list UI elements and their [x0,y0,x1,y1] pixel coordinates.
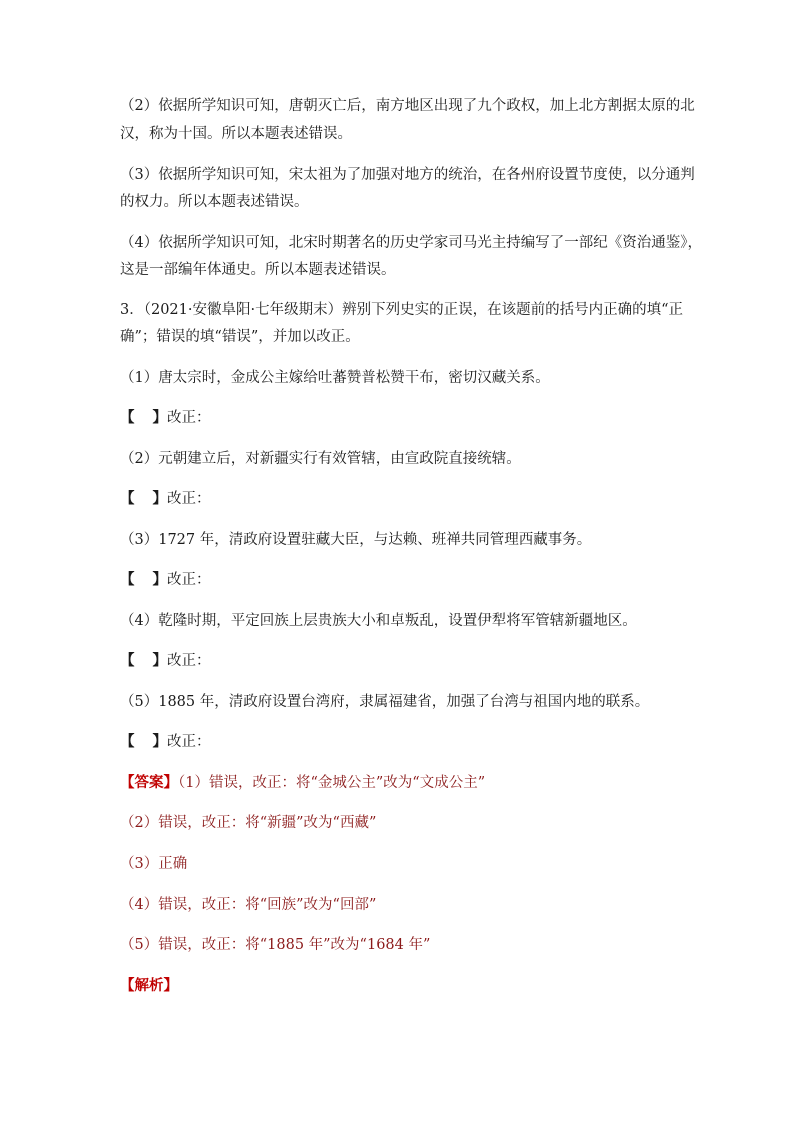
question-3-line-2: 确”；错误的填“错误”，并加以改正。 [120,329,360,345]
item-3-bracket-close: 】 [152,571,167,588]
explanation-3-line-1: （3）依据所学知识可知，宋太祖为了加强对地方的统治，在各州府设置节度使，以分通判 [120,167,695,183]
answer-line-4: （4）错误，改正：将“回族”改为“回部” [120,897,377,913]
item-2-bracket-open: 【 [120,490,135,507]
answer-line-2: （2）错误，改正：将“新疆”改为“西藏” [120,815,377,831]
item-4-bracket-close: 】 [152,652,167,669]
answer-line-3: （3）正确 [120,856,188,872]
item-4-correction-label: 改正： [167,653,211,669]
item-1-correction-label: 改正： [167,410,211,426]
item-3-bracket-open: 【 [120,571,135,588]
item-1-correction [120,408,690,428]
answer-line-1 [120,773,690,793]
item-5-correction-label: 改正： [167,734,211,750]
item-2-bracket-close: 】 [152,490,167,507]
item-5-text: （5）1885 年，清政府设置台湾府，隶属福建省，加强了台湾与祖国内地的联系。 [120,694,650,710]
explanation-4-line-1: （4）依据所学知识可知，北宋时期著名的历史学家司马光主持编写了一部纪《资治通鉴》， [120,235,702,251]
item-4-text: （4）乾隆时期，平定回族上层贵族大小和卓叛乱，设置伊犁将军管辖新疆地区。 [120,613,637,629]
question-3-line-1: 3．（2021·安徽阜阳·七年级期末）辨别下列史实的正误，在该题前的括号内正确的填“正 [120,302,684,318]
item-2-text: （2）元朝建立后，对新疆实行有效管辖，由宣政院直接统辖。 [120,451,521,467]
analysis-line [120,976,690,996]
item-1-bracket-open: 【 [120,409,135,426]
item-3-text: （3）1727 年，清政府设置驻藏大臣，与达赖、班禅共同管理西藏事务。 [120,532,592,548]
explanation-3-line-2: 的权力。所以本题表述错误。 [120,194,309,210]
analysis-label: 【解析】 [120,977,178,994]
answer-line-5: （5）错误，改正：将“1885 年”改为“1684 年” [120,937,431,953]
item-4-correction [120,651,690,671]
answer-text-1: （1）错误，改正：将“金城公主”改为“文成公主” [178,775,486,791]
explanation-2-line-1: （2）依据所学知识可知，唐朝灭亡后，南方地区出现了九个政权，加上北方割据太原的北 [120,98,695,114]
explanation-2-line-2: 汉，称为十国。所以本题表述错误。 [120,126,352,142]
item-3-correction-label: 改正： [167,572,211,588]
item-5-bracket-close: 】 [152,733,167,750]
item-3-correction [120,570,690,590]
explanation-4-line-2: 这是一部编年体通史。所以本题表述错误。 [120,262,396,278]
item-2-correction [120,489,690,509]
item-2-correction-label: 改正： [167,491,211,507]
answer-label: 【答案】 [120,774,178,791]
item-1-bracket-close: 】 [152,409,167,426]
item-5-correction [120,732,690,752]
item-1-text: （1）唐太宗时，金成公主嫁给吐蕃赞普松赞干布，密切汉藏关系。 [120,370,550,386]
item-4-bracket-open: 【 [120,652,135,669]
item-5-bracket-open: 【 [120,733,135,750]
